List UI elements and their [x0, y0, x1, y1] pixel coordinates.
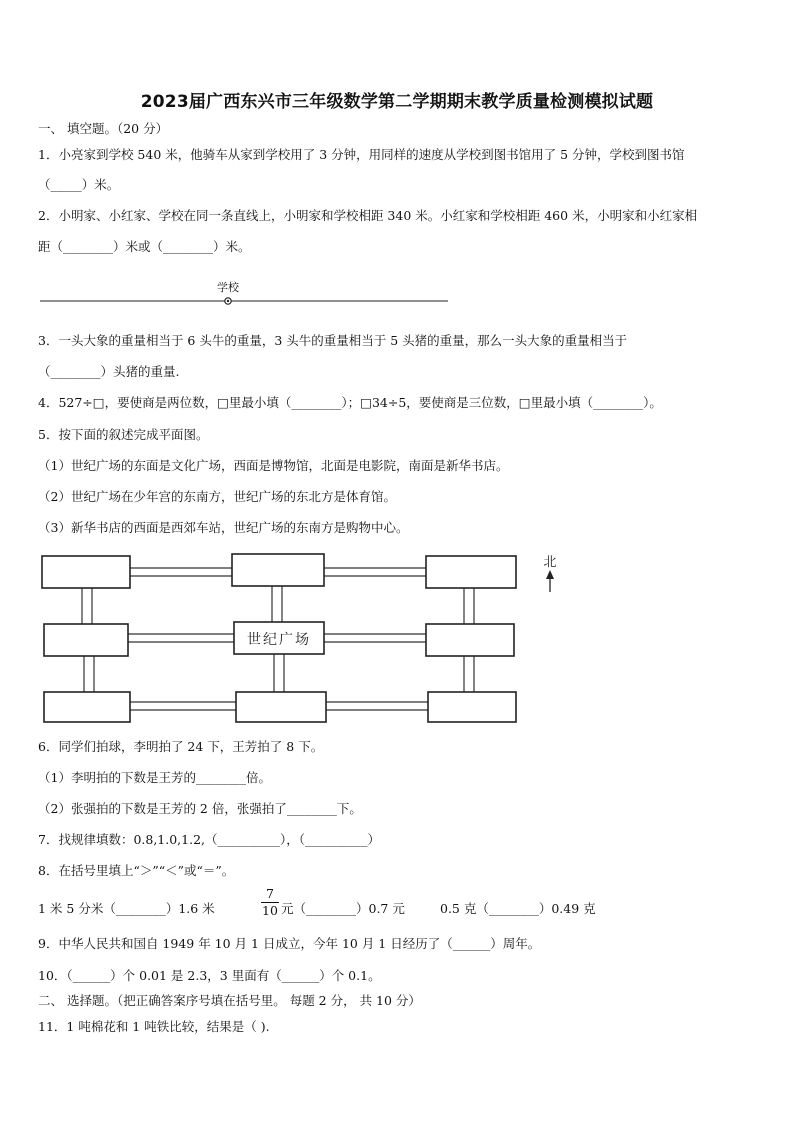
question-3-line-1: 3．一头大象的重量相当于 6 头牛的重量，3 头牛的重量相当于 5 头猪的重量，那么一头大象的重量相当于: [38, 333, 628, 348]
box-north: [232, 554, 324, 586]
box-northwest: [42, 556, 130, 588]
question-2-line-1: 2．小明家、小红家、学校在同一条直线上，小明家和学校相距 340 米。小红家和学校相距 460 米，小明家和小红家相: [38, 208, 698, 223]
section-fill-in-heading: 一、 填空题。（20 分）: [38, 121, 169, 136]
page-title: 2023届广西东兴市三年级数学第二学期期末教学质量检测模拟试题: [140, 92, 654, 112]
question-3-line-2: （________）头猪的重量.: [38, 364, 180, 379]
north-arrow-icon: [546, 570, 554, 592]
question-9: 9．中华人民共和国自 1949 年 10 月 1 日成立，今年 10 月 1 日经历了（______）周年。: [38, 936, 541, 951]
box-southeast: [428, 692, 516, 722]
question-6-part-1: （1）李明拍的下数是王芳的________倍。: [38, 770, 271, 785]
box-south: [236, 692, 326, 722]
fraction-denominator: 10: [262, 903, 278, 918]
fraction-numerator: 7: [261, 886, 279, 903]
plan-map-diagram: [36, 546, 576, 728]
question-8-item-a: 1 米 5 分米（________）1.6 米: [38, 901, 215, 916]
center-plaza-label: 世纪广场: [247, 632, 311, 648]
school-point-dot: [227, 300, 229, 302]
question-4: 4．527÷□，要使商是两位数，□里最小填（________）；□34÷5，要使商是三位数，□里最小填（________）。: [38, 395, 662, 410]
box-east: [426, 624, 514, 656]
box-northeast: [426, 556, 516, 588]
question-6-part-2: （2）张强拍的下数是王芳的 2 倍，张强拍了________下。: [38, 801, 362, 816]
question-1-line-2: （_____）米。: [38, 177, 120, 192]
question-5-statement-3: （3）新华书店的西面是西郊车站，世纪广场的东南方是购物中心。: [38, 520, 409, 535]
north-label: 北: [543, 555, 557, 570]
question-8-stem: 8．在括号里填上“＞”“＜”或“＝”。: [38, 863, 235, 878]
question-2-line-2: 距（________）米或（________）米。: [38, 239, 251, 254]
section-choice-heading: 二、 选择题。（把正确答案序号填在括号里。 每题 2 分， 共 10 分）: [38, 993, 421, 1008]
question-10: 10．（______）个 0.01 是 2.3，3 里面有（______）个 0.1。: [38, 968, 381, 983]
school-line-diagram: [38, 280, 458, 310]
question-6-stem: 6．同学们拍球，李明拍了 24 下，王芳拍了 8 下。: [38, 739, 324, 754]
question-8-item-b: 元（________）0.7 元: [281, 901, 405, 916]
question-5-statement-1: （1）世纪广场的东面是文化广场，西面是博物馆，北面是电影院，南面是新华书店。: [38, 458, 509, 473]
box-west: [44, 624, 128, 656]
question-8-item-c: 0.5 克（________）0.49 克: [440, 901, 596, 916]
question-5-stem: 5．按下面的叙述完成平面图。: [38, 427, 209, 442]
question-11: 11．1 吨棉花和 1 吨铁比较，结果是（ ).: [38, 1019, 270, 1034]
question-1-line-1: 1．小亮家到学校 540 米，他骑车从家到学校用了 3 分钟，用同样的速度从学校到图书馆用了 5 分钟，学校到图书馆: [38, 147, 685, 162]
question-5-statement-2: （2）世纪广场在少年宫的东南方，世纪广场的东北方是体育馆。: [38, 489, 396, 504]
box-southwest: [44, 692, 130, 722]
school-label: 学校: [217, 281, 239, 294]
question-7: 7．找规律填数：0.8,1.0,1.2,（__________），（__________）: [38, 832, 381, 847]
fraction-seven-tenths: [261, 886, 279, 919]
